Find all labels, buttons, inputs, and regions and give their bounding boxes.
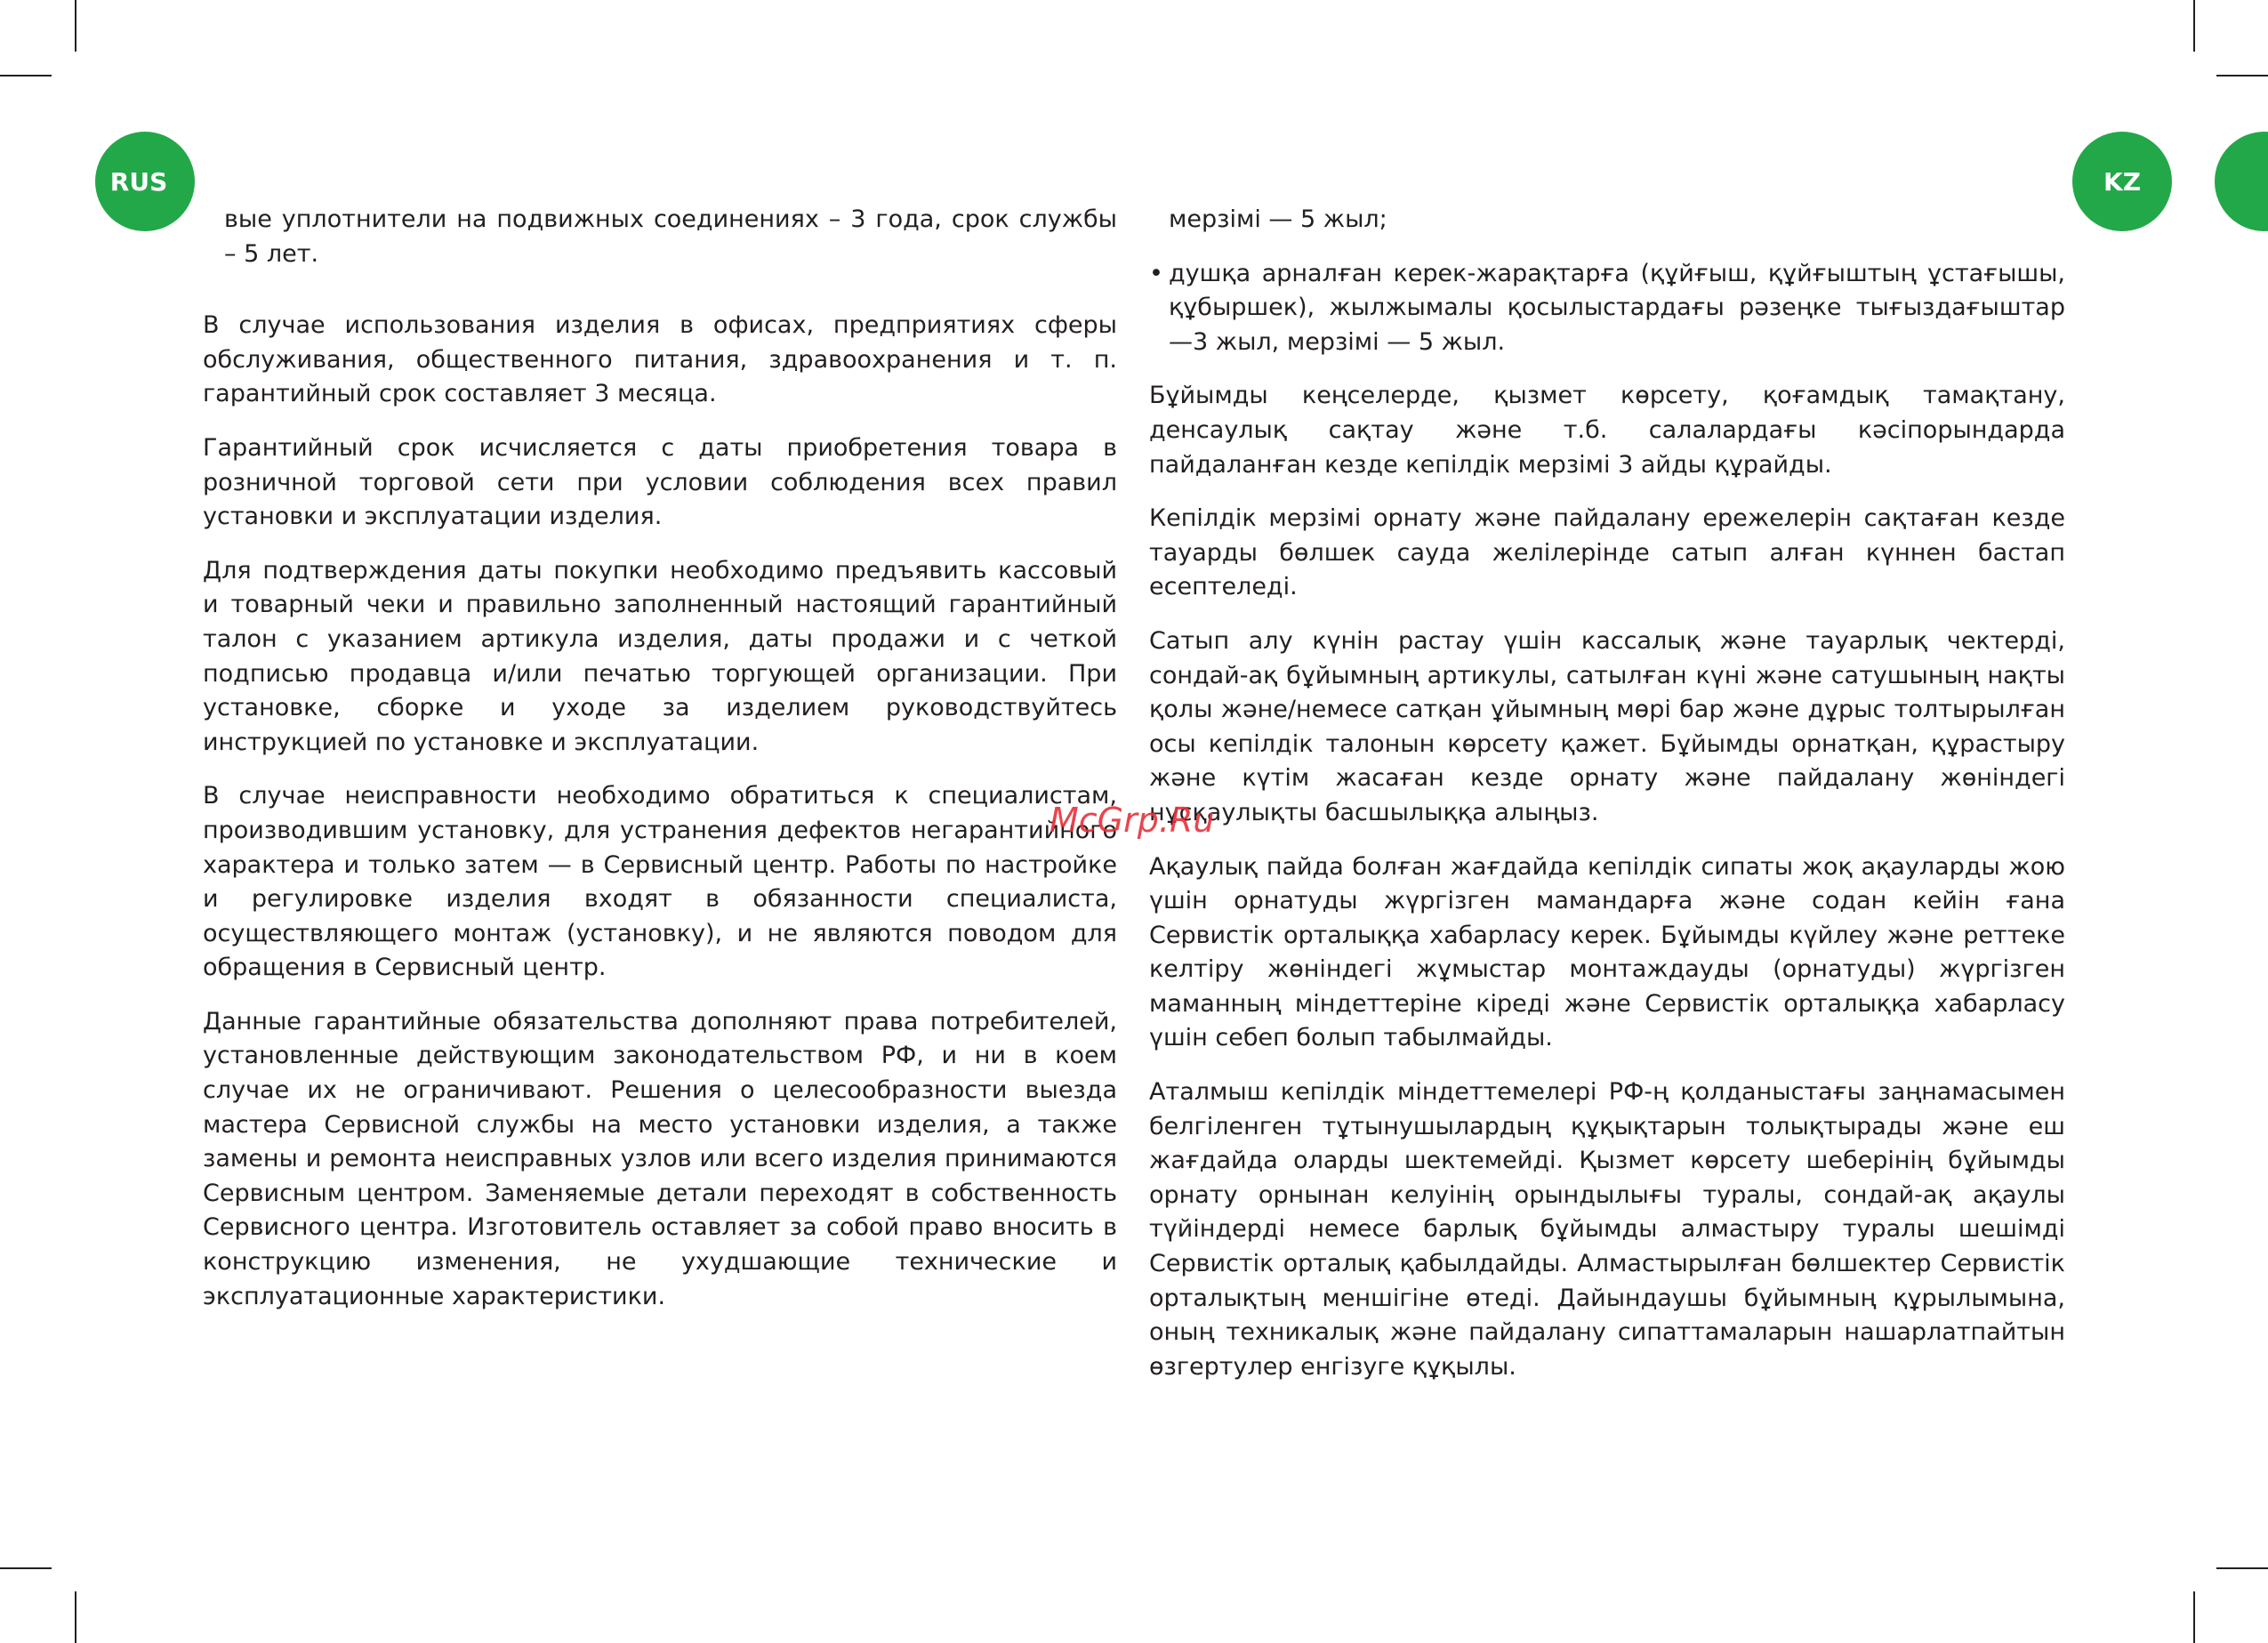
language-tab-edge [2215, 132, 2268, 231]
crop-mark [0, 1567, 52, 1569]
crop-mark [2193, 0, 2195, 52]
rus-paragraph-continuation: вые уплотнители на подвижных соединениях – 3 года, срок службы – 5 лет. [224, 205, 1117, 268]
bullet-icon: • [1149, 259, 1163, 287]
crop-mark [2216, 1567, 2268, 1569]
rus-column [203, 203, 1117, 1333]
crop-mark [0, 75, 52, 77]
kz-column [1149, 203, 2065, 1404]
kz-paragraph-purchase-proof: Сатып алу күнін растау үшін кассалық және тауарлық чектерді, сондай-ақ бұйымның артикулы, сатылған күні және сатушының нақты қолы және/немесе сатқан ұйымның мөрі бар және дұрыс толтырылған осы кепілдік талонын көрсету қажет. Бұйымды орнатқан, құрастыру және күтім жасаған кезде орнату және пайдалану жөніндегі нұсқаулықты басшылыққа алыңыз. [1149, 626, 2065, 826]
kz-paragraph-malfunction: Ақаулық пайда болған жағдайда кепілдік сипаты жоқ ақауларды жою үшін орнатуды жүргізген мамандарға және содан кейін ғана Сервистік орталыққа хабарласу керек. Бұйымды күйлеу және реттеке келтіру жөніндегі жұмыстар монтаждауды (орнатуды) жүргізген маманның міндеттеріне кіреді және Сервистік орталыққа хабарласу үшін себеп болып табылмайды. [1149, 852, 2065, 1052]
kz-paragraph-continuation: мерзімі — 5 жыл; [1169, 205, 1387, 233]
kz-paragraph-warranty-period: Кепілдік мерзімі орнату және пайдалану ережелерін сақтаған кезде тауарды бөлшек сауда желілерінде сатып алған күннен бастап есептеледі. [1149, 504, 2065, 601]
kz-paragraph-obligations: Аталмыш кепілдік міндеттемелері РФ-ң қолданыстағы заңнамасымен белгіленген тұтынушылардың құқықтарын толықтырады және еш жағдайда оларды шектемейді. Қызмет көрсету шеберінің бұйымды орнату орнынан келуінің орындылығы туралы, сондай-ақ ақаулы түйіндерді немесе барлық бұйымды алмастыру туралы шешімді Сервистік орталық қабылдайды. Алмастырылған бөлшектер Сервистік орталықтың меншігіне өтеді. Дайындаушы бұйымның құрылымына, оның техникалық және пайдалану сипаттамаларын нашарлатпайтын өзгертулер енгізуге құқылы. [1149, 1078, 2065, 1381]
crop-mark [75, 0, 76, 52]
rus-paragraph-warranty-period: Гарантийный срок исчисляется с даты приобретения товара в розничной торговой сети при условии соблюдения всех правил установки и эксплуатации изделия. [203, 433, 1117, 531]
kz-bullet-text: душқа арналған керек-жарақтарға (құйғыш, құйғыштың ұстағышы, құбыршек), жылжымалы қосылыстардағы рәзеңке тығыздағыштар —3 жыл, мерзімі — 5 жыл. [1169, 259, 2065, 356]
kz-bullet-item [1149, 257, 2065, 360]
kz-paragraph-offices: Бұйымды кеңселерде, қызмет көрсету, қоғамдық тамақтану, денсаулық сақтау және т.б. салалардағы кәсіпорындарда пайдаланған кезде кепілдік мерзімі 3 айды құрайды. [1149, 382, 2065, 479]
language-tab-kz: KZ [2072, 132, 2172, 231]
crop-mark [2216, 75, 2268, 77]
rus-paragraph-offices: В случае использования изделия в офисах, предприятиях сферы обслуживания, общественного питания, здравоохранения и т. п. гарантийный срок составляет 3 месяца. [203, 311, 1117, 408]
language-tab-rus: RUS [95, 132, 195, 231]
crop-mark [2193, 1591, 2195, 1643]
rus-paragraph-obligations: Данные гарантийные обязательства дополняют права потребителей, установленные действующим законодательством РФ, и ни в коем случае их не ограничивают. Решения о целесообразности выезда мастера Сервисной службы на место установки изделия, а также замены и ремонта неисправных узлов или всего изделия принимаются Сервисным центром. Заменяемые детали переходят в собственность Сервисного центра. Изготовитель оставляет за собой право вносить в конструкцию изменения, не ухудшающие технические и эксплуатационные характеристики. [203, 1007, 1117, 1310]
rus-paragraph-malfunction: В случае неисправности необходимо обратиться к специалистам, производившим установку, для устранения дефектов негарантийного характера и только затем — в Сервисный центр. Работы по настройке и регулировке изделия входят в обязанности специалиста, осуществляющего монтаж (установку), и не являются поводом для обращения в Сервисный центр. [203, 782, 1117, 982]
watermark: McGrp.Ru [1050, 801, 1215, 840]
rus-paragraph-purchase-proof: Для подтверждения даты покупки необходимо предъявить кассовый и товарный чеки и правильно заполненный настоящий гарантийный талон с указанием артикула изделия, даты продажи и с четкой подписью продавца и/или печатью торгующей организации. При установке, сборке и уходе за изделием руководствуйтесь инструкцией по установке и эксплуатации. [203, 556, 1117, 756]
crop-mark [75, 1591, 76, 1643]
